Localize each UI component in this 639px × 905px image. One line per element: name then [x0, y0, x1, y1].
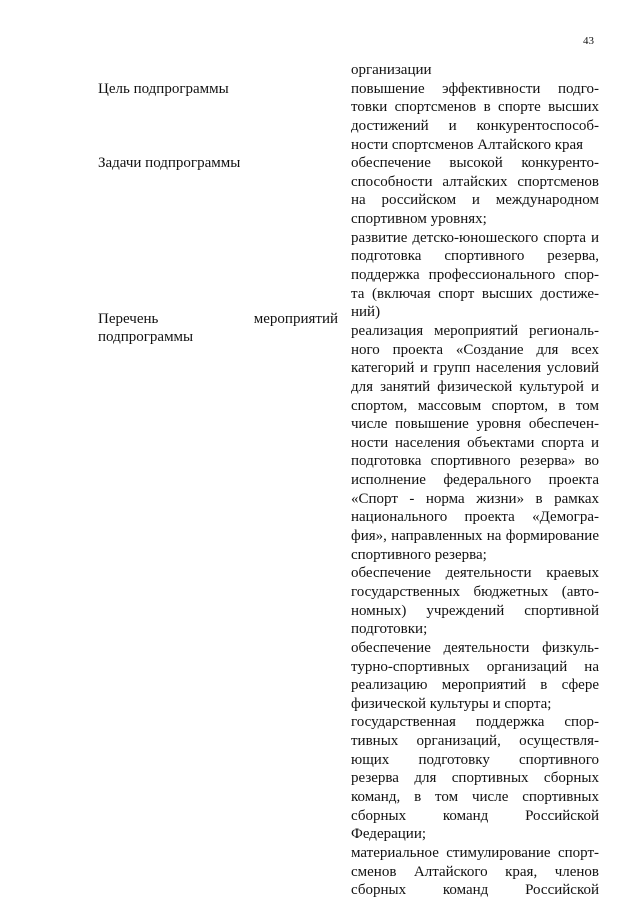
text-line: спортивного резерва; [351, 546, 487, 563]
label-measures-line1 [98, 310, 338, 328]
text-line: обеспечение деятельности краевых [351, 565, 599, 582]
label-measures-line2: подпрограммы [98, 329, 194, 345]
text-line: сменов Алтайского края, членов [351, 863, 599, 880]
text-line: государственных бюджетных (авто- [351, 583, 599, 600]
text-line: числе повышение уровня обеспечен- [351, 416, 599, 433]
label-measures [98, 310, 338, 346]
text-line: сборных команд Российской [351, 882, 599, 899]
text-line: организации [351, 62, 432, 78]
text-line: физической культуры и спорта; [351, 695, 552, 712]
text-line: категорий и групп населения условий [351, 360, 599, 377]
text-line: команд, в том числе спортивных [351, 788, 599, 805]
label-goal-text: Цель подпрограммы [98, 81, 229, 97]
label-measures-word1: Перечень [98, 311, 159, 327]
text-line: товки спортсменов в спорте высших [351, 99, 599, 116]
text-line: ности спортсменов Алтайского края [351, 136, 584, 153]
label-tasks-text: Задачи подпрограммы [98, 155, 241, 171]
text-line: ного проекта «Создание для всех [351, 341, 599, 358]
label-measures-word2: мероприятий [253, 311, 338, 327]
text-line: обеспечение высокой конкуренто- [351, 155, 599, 172]
text-line: на российском и международном [351, 192, 599, 209]
text-line: фия», направленных на формирование [351, 528, 599, 545]
text-line: «Спорт - норма жизни» в рамках [351, 490, 599, 507]
page-number: 43 [583, 35, 594, 47]
text-line: сборных команд Российской [351, 807, 599, 824]
text-line: спортивном уровнях; [351, 211, 487, 228]
right-column-text [351, 61, 599, 900]
text-line: национального проекта «Демогра- [351, 509, 599, 526]
label-goal [98, 80, 338, 98]
text-line: реализация мероприятий региональ- [351, 322, 599, 339]
text-line: способности алтайских спортсменов [351, 173, 599, 190]
text-line: номных) учреждений спортивной [351, 602, 599, 619]
text-line: спортом, массовым спортом, в том [351, 397, 599, 414]
text-line: повышение эффективности подго- [351, 80, 599, 97]
text-line: тивных организаций, осуществля- [351, 733, 599, 750]
text-line: поддержка профессионального спор- [351, 267, 599, 284]
text-line: Федерации; [351, 826, 427, 843]
text-line: подготовка спортивного резерва, [351, 248, 599, 265]
text-line: подготовки; [351, 621, 428, 638]
text-line: государственная поддержка спор- [351, 714, 599, 731]
text-line: резерва для спортивных сборных [351, 770, 599, 787]
text-line: достижений и конкурентоспособ- [351, 117, 599, 134]
text-line: та (включая спорт высших достиже- [351, 285, 599, 302]
text-line: исполнение федерального проекта [351, 472, 599, 489]
text-line: материальное стимулирование спорт- [351, 844, 599, 861]
text-line: подготовка спортивного резерва» во [351, 453, 599, 470]
text-line: ющих подготовку спортивного [351, 751, 599, 768]
label-tasks [98, 154, 338, 172]
text-line: турно-спортивных организаций на [351, 658, 599, 675]
text-line: реализацию мероприятий в сфере [351, 677, 599, 694]
text-line: развитие детско-юношеского спорта и [351, 229, 599, 246]
text-line: обеспечение деятельности физкуль- [351, 639, 599, 656]
text-line: для занятий физической культурой и [351, 378, 599, 395]
text-line: ний) [351, 304, 381, 321]
text-line: ности населения объектами спорта и [351, 434, 599, 451]
